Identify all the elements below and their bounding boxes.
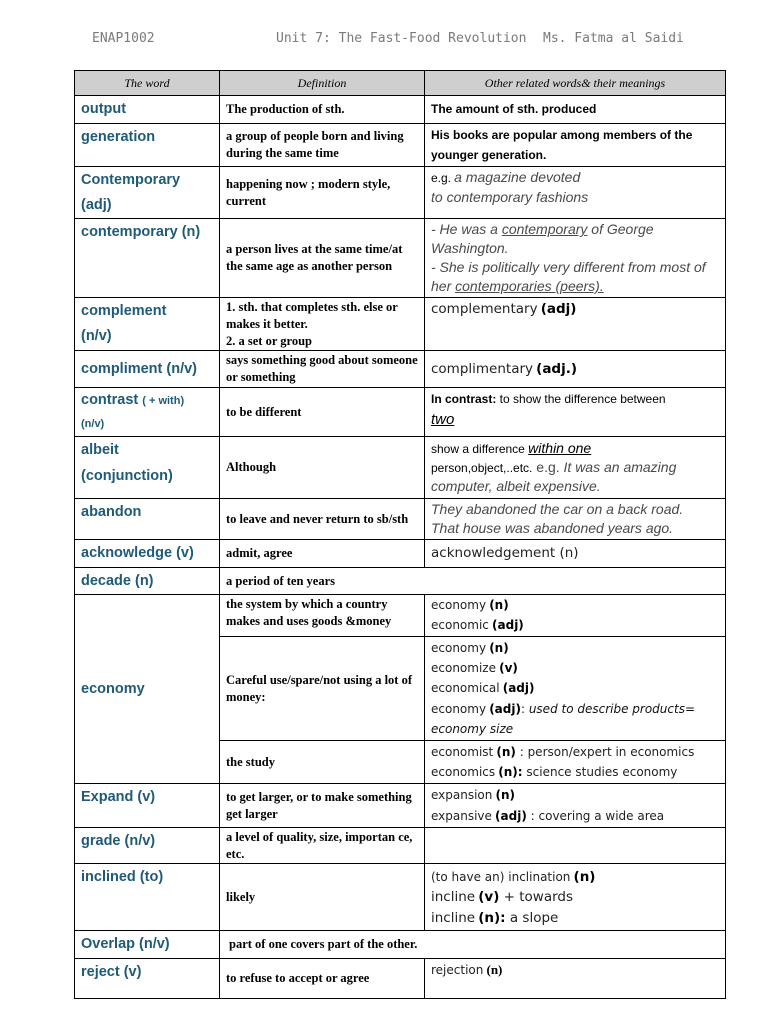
word-text: contrast (81, 392, 139, 409)
definition-text: 2. a set or group (226, 333, 312, 348)
related-pos: (n) (486, 962, 503, 978)
definition-cell: the system by which a country makes and uses goods &money (220, 595, 425, 637)
definition-cell: part of one covers part of the other. (220, 931, 726, 959)
definition-cell: a person lives at the same time/at the same age as another person (220, 219, 425, 298)
example-underlined: contemporaries (peers). (455, 277, 604, 294)
related-note: economy size (431, 721, 514, 736)
related-word: complimentary (431, 360, 534, 377)
word-cell: decade (n) (75, 567, 220, 595)
related-word: economic (431, 617, 489, 632)
related-bold: In contrast: (431, 392, 497, 407)
related-pos: (n) (573, 869, 596, 886)
table-header-row (75, 71, 726, 96)
word-text: Contemporary (81, 172, 181, 189)
related-cell (425, 388, 726, 437)
related-pos: (adj) (489, 701, 521, 716)
related-word: economy (431, 701, 487, 716)
related-cell (425, 123, 726, 166)
course-code: ENAP1002 (92, 31, 155, 46)
related-pos: (adj) (540, 300, 577, 317)
word-cell: Expand (v) (75, 784, 220, 827)
related-text: : person/expert in economics (515, 744, 695, 759)
related-underlined: within one (528, 440, 592, 457)
eg-label: e.g. (431, 171, 452, 186)
related-cell (425, 167, 726, 219)
word-cell: acknowledge (v) (75, 540, 220, 568)
table-row (75, 959, 726, 999)
definition-cell: a group of people born and living during the same time (220, 123, 425, 166)
example-text: a magazine devoted (454, 169, 581, 186)
related-text: a slope (505, 909, 559, 926)
related-text: person,object,..etc. (431, 461, 533, 476)
example-text: of George Washington. (431, 221, 654, 257)
table-row (75, 96, 726, 124)
definition-cell: happening now ; modern style, current (220, 167, 425, 219)
table-row (75, 784, 726, 827)
table-row (75, 388, 726, 437)
related-word: incline (431, 909, 476, 926)
definition-cell: the study (220, 740, 425, 783)
related-word: acknowledgement (n) (431, 544, 579, 561)
definition-cell: a level of quality, size, importan ce, etc. (220, 827, 425, 864)
related-word: economical (431, 681, 500, 696)
related-word: economics (431, 765, 496, 780)
table-row (75, 167, 726, 219)
word-cell: compliment (n/v) (75, 351, 220, 388)
table-row (75, 123, 726, 166)
related-pos: (n) (496, 744, 516, 759)
related-cell (425, 540, 726, 568)
teacher-name: Ms. Fatma al Saidi (543, 31, 684, 46)
eg-label: e.g. (532, 459, 564, 476)
related-cell (425, 219, 726, 298)
word-text: albeit (81, 442, 119, 459)
word-cell: grade (n/v) (75, 827, 220, 864)
related-cell (425, 96, 726, 124)
definition-cell (220, 297, 425, 351)
table-row (75, 540, 726, 568)
related-cell (425, 827, 726, 864)
vocabulary-table (74, 70, 726, 999)
example-text: They abandoned the car on a back road. (431, 501, 684, 518)
word-cell: Overlap (n/v) (75, 931, 220, 959)
related-cell (425, 351, 726, 388)
related-word: (to have an) inclination (431, 870, 571, 885)
definition-cell: Although (220, 437, 425, 499)
word-pos: (n/v) (81, 327, 112, 344)
related-text: show a difference (431, 442, 529, 457)
related-underlined: two (431, 411, 455, 429)
related-cell (425, 437, 726, 499)
example-underlined: contemporary (501, 221, 588, 238)
table-row (75, 219, 726, 298)
word-cell: inclined (to) (75, 864, 220, 931)
related-word: economist (431, 744, 494, 759)
word-cell: economy (75, 595, 220, 784)
related-cell (425, 595, 726, 637)
table-row (75, 931, 726, 959)
related-pos: (v) (499, 661, 518, 676)
related-pos: (n) (489, 641, 509, 656)
unit-title: Unit 7: The Fast-Food Revolution (276, 31, 527, 46)
related-word: expansion (431, 788, 493, 803)
related-pos: (adj) (495, 808, 527, 823)
related-text: His books are popular among members of the younger generation. (431, 127, 693, 162)
word-cell: contemporary (n) (75, 219, 220, 298)
example-text: - She is politically very different from most of her (431, 259, 706, 294)
word-cell: abandon (75, 499, 220, 540)
related-pos: (n): (478, 909, 506, 926)
related-text: to show the difference between (496, 392, 666, 407)
example-text: to contemporary fashions (431, 189, 589, 206)
definition-cell: to leave and never return to sb/sth (220, 499, 425, 540)
word-cell: generation (75, 123, 220, 166)
related-pos: (adj) (492, 617, 524, 632)
table-row (75, 499, 726, 540)
related-pos: (v) (478, 889, 500, 906)
related-text: science studies economy (522, 765, 678, 780)
related-cell (425, 499, 726, 540)
related-cell (425, 864, 726, 931)
related-word: economy (431, 641, 487, 656)
column-header-related: Other related words& their meanings (425, 71, 726, 96)
related-cell (425, 740, 726, 783)
related-word: economy (431, 598, 487, 613)
example-text: It was an amazing computer, albeit expensive. (431, 459, 677, 495)
related-cell (425, 297, 726, 351)
definition-text: 1. sth. that completes sth. else or makes it better. (226, 299, 398, 331)
related-text: The amount of sth. produced (431, 101, 597, 116)
definition-cell: The production of sth. (220, 96, 425, 124)
related-pos: (adj) (502, 681, 535, 696)
related-word: economize (431, 661, 496, 676)
related-text: : covering a wide area (526, 808, 665, 823)
word-pos: (adj) (81, 196, 112, 213)
table-row (75, 567, 726, 595)
related-note: used to describe products= (528, 701, 696, 716)
related-pos: (n) (489, 598, 509, 613)
table-row (75, 297, 726, 351)
column-header-definition: Definition (220, 71, 425, 96)
table-row (75, 351, 726, 388)
related-pos: (n): (498, 765, 523, 780)
word-cell (75, 167, 220, 219)
example-text: - He was a (431, 221, 502, 238)
table-row (75, 437, 726, 499)
related-cell (425, 637, 726, 741)
definition-cell: Careful use/spare/not using a lot of money: (220, 637, 425, 741)
word-cell (75, 297, 220, 351)
related-word: rejection (431, 963, 484, 978)
word-cell (75, 388, 220, 437)
related-pos: (adj.) (536, 360, 578, 377)
word-cell: output (75, 96, 220, 124)
table-row (75, 827, 726, 864)
definition-cell: to get larger, or to make something get larger (220, 784, 425, 827)
column-header-word: The word (75, 71, 220, 96)
definition-cell: to be different (220, 388, 425, 437)
table-row (75, 595, 726, 637)
word-cell: reject (v) (75, 959, 220, 999)
definition-cell: to refuse to accept or agree (220, 959, 425, 999)
word-cell (75, 437, 220, 499)
related-cell (425, 959, 726, 999)
related-word: incline (431, 889, 476, 906)
related-cell (425, 784, 726, 827)
definition-cell: says something good about someone or something (220, 351, 425, 388)
definition-cell: likely (220, 864, 425, 931)
word-pos: (conjunction) (81, 467, 173, 484)
related-word: complementary (431, 300, 538, 317)
related-text: + towards (499, 889, 574, 906)
word-note: ( + with) (142, 395, 185, 408)
table-row (75, 864, 726, 931)
related-word: expansive (431, 808, 492, 823)
word-pos: (n/v) (81, 417, 105, 430)
word-text: complement (81, 302, 167, 319)
definition-cell: admit, agree (220, 540, 425, 568)
definition-cell: a period of ten years (220, 567, 726, 595)
example-text: That house was abandoned years ago. (431, 520, 674, 537)
related-text: : (520, 701, 529, 716)
related-pos: (n) (495, 788, 516, 803)
